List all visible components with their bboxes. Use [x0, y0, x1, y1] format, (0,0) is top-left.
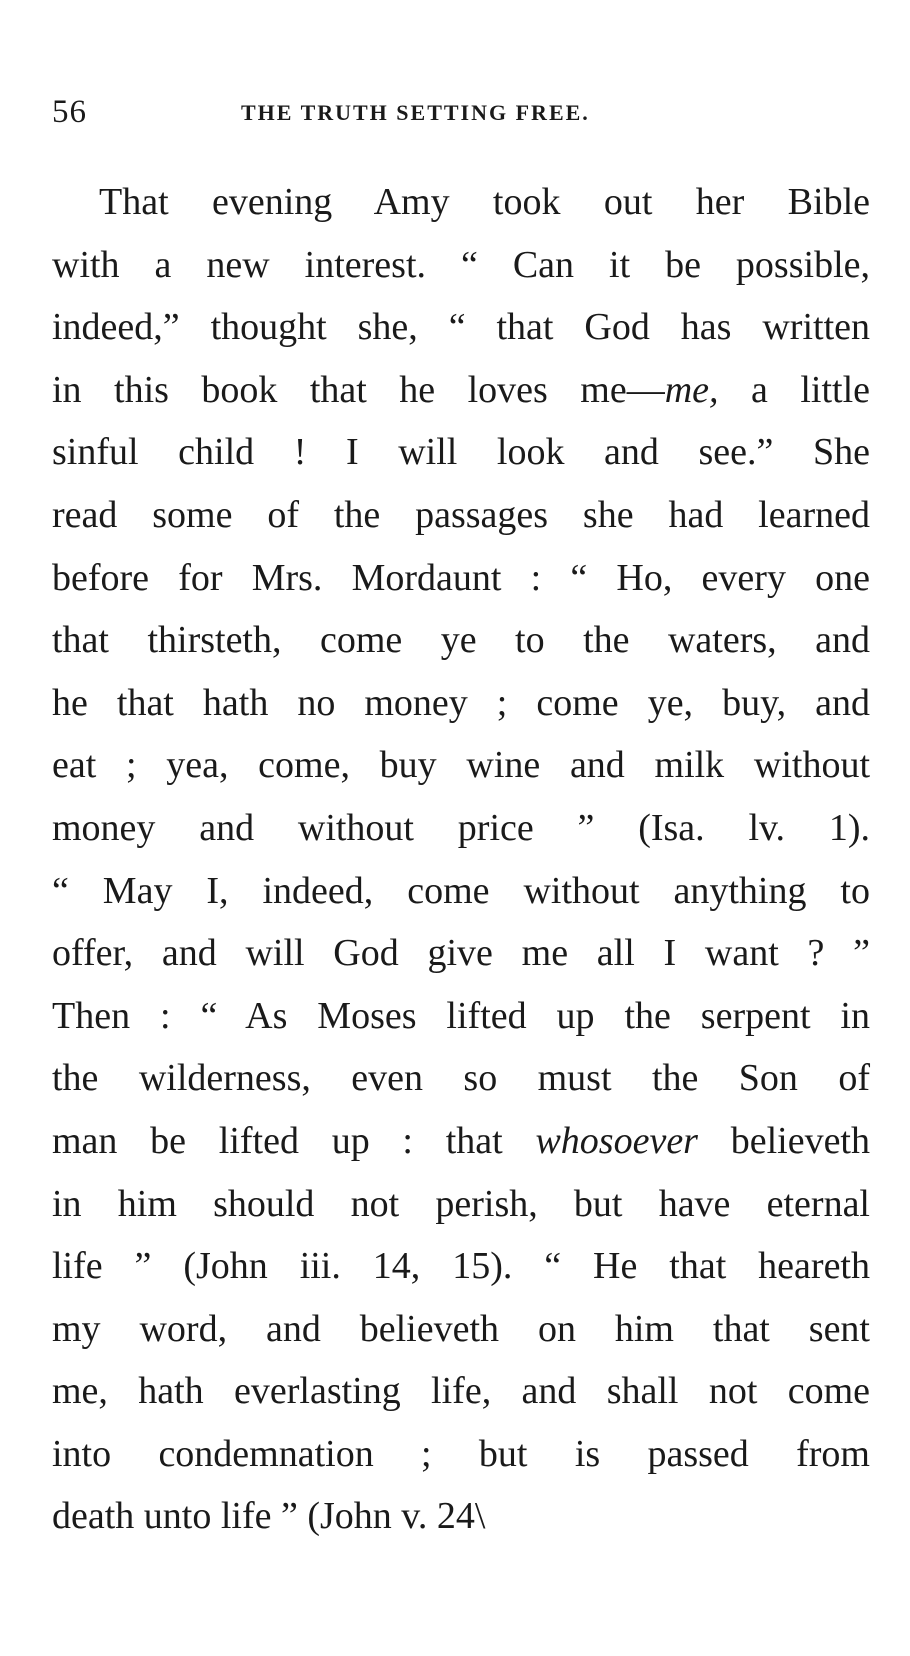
- text-run: man be lifted up : that: [52, 1119, 536, 1162]
- text-line: That evening Amy took out her Bible: [99, 181, 870, 223]
- text-line: me, hath everlasting life, and shall not come: [52, 1370, 870, 1413]
- page-number: 56: [52, 94, 87, 130]
- running-title: THE TRUTH SETTING FREE.: [241, 100, 590, 125]
- body-paragraph: [52, 171, 870, 1548]
- text-line: read some of the passages she had learned: [52, 493, 870, 536]
- text-line: death unto life ” (John v. 24\: [52, 1495, 486, 1538]
- running-head: [52, 92, 858, 132]
- text-line: eat ; yea, come, buy wine and milk without: [52, 744, 870, 787]
- text-line: sinful child ! I will look and see.” She: [52, 431, 870, 474]
- text-line: offer, and will God give me all I want ? ”: [52, 932, 870, 975]
- emphasis-text: me,: [664, 368, 719, 411]
- text-line: he that hath no money ; come ye, buy, and: [52, 681, 870, 724]
- text-line: before for Mrs. Mordaunt : “ Ho, every one: [52, 556, 870, 599]
- text-line: into condemnation ; but is passed from: [52, 1432, 870, 1475]
- text-line: Then : “ As Moses lifted up the serpent in: [52, 994, 870, 1037]
- emphasis-text: whosoever: [535, 1119, 698, 1162]
- text-line: in him should not perish, but have eternal: [52, 1182, 870, 1225]
- text-line: “ May I, indeed, come without anything to: [52, 869, 870, 912]
- text-line: indeed,” thought she, “ that God has written: [52, 306, 870, 349]
- text-line: [52, 359, 870, 422]
- text-line: life ” (John iii. 14, 15). “ He that heareth: [52, 1245, 870, 1288]
- text-line: [52, 1110, 870, 1173]
- text-run: believeth: [697, 1119, 870, 1162]
- text-line: the wilderness, even so must the Son of: [52, 1057, 870, 1100]
- text-run: in this book that he loves me—: [52, 368, 665, 411]
- text-line: with a new interest. “ Can it be possible,: [52, 243, 870, 286]
- text-line: that thirsteth, come ye to the waters, and: [52, 619, 870, 662]
- text-run: a little: [718, 368, 870, 411]
- text-line: money and without price ” (Isa. lv. 1).: [52, 806, 870, 849]
- text-line: my word, and believeth on him that sent: [52, 1307, 870, 1350]
